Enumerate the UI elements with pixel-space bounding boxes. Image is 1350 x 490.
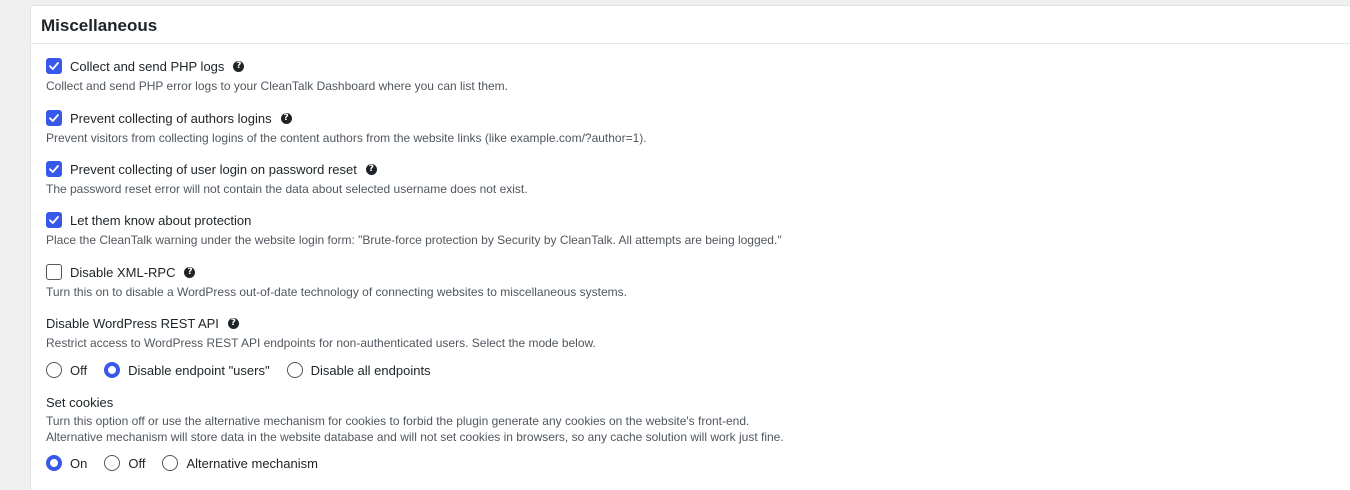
rest-api-radio-group <box>46 360 596 380</box>
option-prevent-login-on-reset <box>46 160 528 197</box>
prevent-authors-logins-checkbox[interactable] <box>46 110 62 126</box>
radio-button-selected[interactable] <box>46 455 62 471</box>
prevent-authors-logins-description: Prevent visitors from collecting logins of the content authors from the website links (like example.com/?author=1). <box>46 131 647 145</box>
section-title: Miscellaneous <box>41 15 158 35</box>
rest-api-radio-disable-users[interactable]: Disable endpoint "users" <box>104 362 269 378</box>
question-circle-icon[interactable]: ? <box>366 164 377 175</box>
settings-panel <box>30 5 1350 490</box>
rest-api-radio-off[interactable]: Off <box>46 362 87 378</box>
disable-xml-rpc-checkbox[interactable] <box>46 264 62 280</box>
let-them-know-description: Place the CleanTalk warning under the website login form: "Brute-force protection by Security by CleanTalk. All attempts are being logged." <box>46 233 782 247</box>
option-prevent-authors-logins <box>46 109 647 146</box>
radio-button[interactable] <box>287 362 303 378</box>
collect-php-logs-description: Collect and send PHP error logs to your CleanTalk Dashboard where you can list them. <box>46 79 509 93</box>
rest-api-radio-disable-all[interactable]: Disable all endpoints <box>287 362 431 378</box>
checkmark-icon <box>48 112 60 124</box>
option-disable-rest-api <box>46 314 596 380</box>
disable-xml-rpc-description: Turn this on to disable a WordPress out-of-date technology of connecting websites to miscellaneous systems. <box>46 285 627 299</box>
cookies-radio-on[interactable]: On <box>46 455 87 471</box>
collect-php-logs-checkbox[interactable] <box>46 58 62 74</box>
radio-button[interactable] <box>46 362 62 378</box>
prevent-authors-logins-label[interactable]: Prevent collecting of authors logins <box>70 110 272 126</box>
checkmark-icon <box>48 163 60 175</box>
let-them-know-checkbox[interactable] <box>46 212 62 228</box>
rest-api-description: Restrict access to WordPress REST API endpoints for non-authenticated users. Select the mode below. <box>46 336 596 350</box>
cookies-radio-off[interactable]: Off <box>104 455 145 471</box>
checkmark-icon <box>48 60 60 72</box>
question-circle-icon[interactable]: ? <box>184 267 195 278</box>
option-let-them-know <box>46 211 782 248</box>
collect-php-logs-label[interactable]: Collect and send PHP logs <box>70 58 225 74</box>
disable-xml-rpc-label[interactable]: Disable XML-RPC <box>70 264 176 280</box>
set-cookies-description-line-1: Turn this option off or use the alternative mechanism for cookies to forbid the plugin generate any cookies on the website's front-end. <box>46 414 750 428</box>
rest-api-label: Disable WordPress REST API <box>46 315 219 331</box>
set-cookies-description-line-2: Alternative mechanism will store data in the website database and will not set cookies in browsers, so any cache solution will work just fine. <box>46 430 784 444</box>
option-collect-php-logs <box>46 57 508 94</box>
section-header <box>31 6 1350 44</box>
prevent-login-on-reset-checkbox[interactable] <box>46 161 62 177</box>
cookies-radio-alternative[interactable]: Alternative mechanism <box>162 455 318 471</box>
cookies-radio-group <box>46 453 784 473</box>
set-cookies-label: Set cookies <box>46 394 114 410</box>
option-disable-xml-rpc <box>46 263 627 300</box>
option-set-cookies <box>46 393 784 473</box>
question-circle-icon[interactable]: ? <box>228 318 239 329</box>
checkmark-icon <box>48 214 60 226</box>
question-circle-icon[interactable]: ? <box>281 113 292 124</box>
radio-button-selected[interactable] <box>104 362 120 378</box>
set-cookies-description <box>46 413 784 445</box>
radio-button[interactable] <box>162 455 178 471</box>
question-circle-icon[interactable]: ? <box>233 61 244 72</box>
radio-button[interactable] <box>104 455 120 471</box>
prevent-login-on-reset-description: The password reset error will not contain the data about selected username does not exist. <box>46 182 528 196</box>
let-them-know-label[interactable]: Let them know about protection <box>70 212 252 228</box>
prevent-login-on-reset-label[interactable]: Prevent collecting of user login on password reset <box>70 161 357 177</box>
